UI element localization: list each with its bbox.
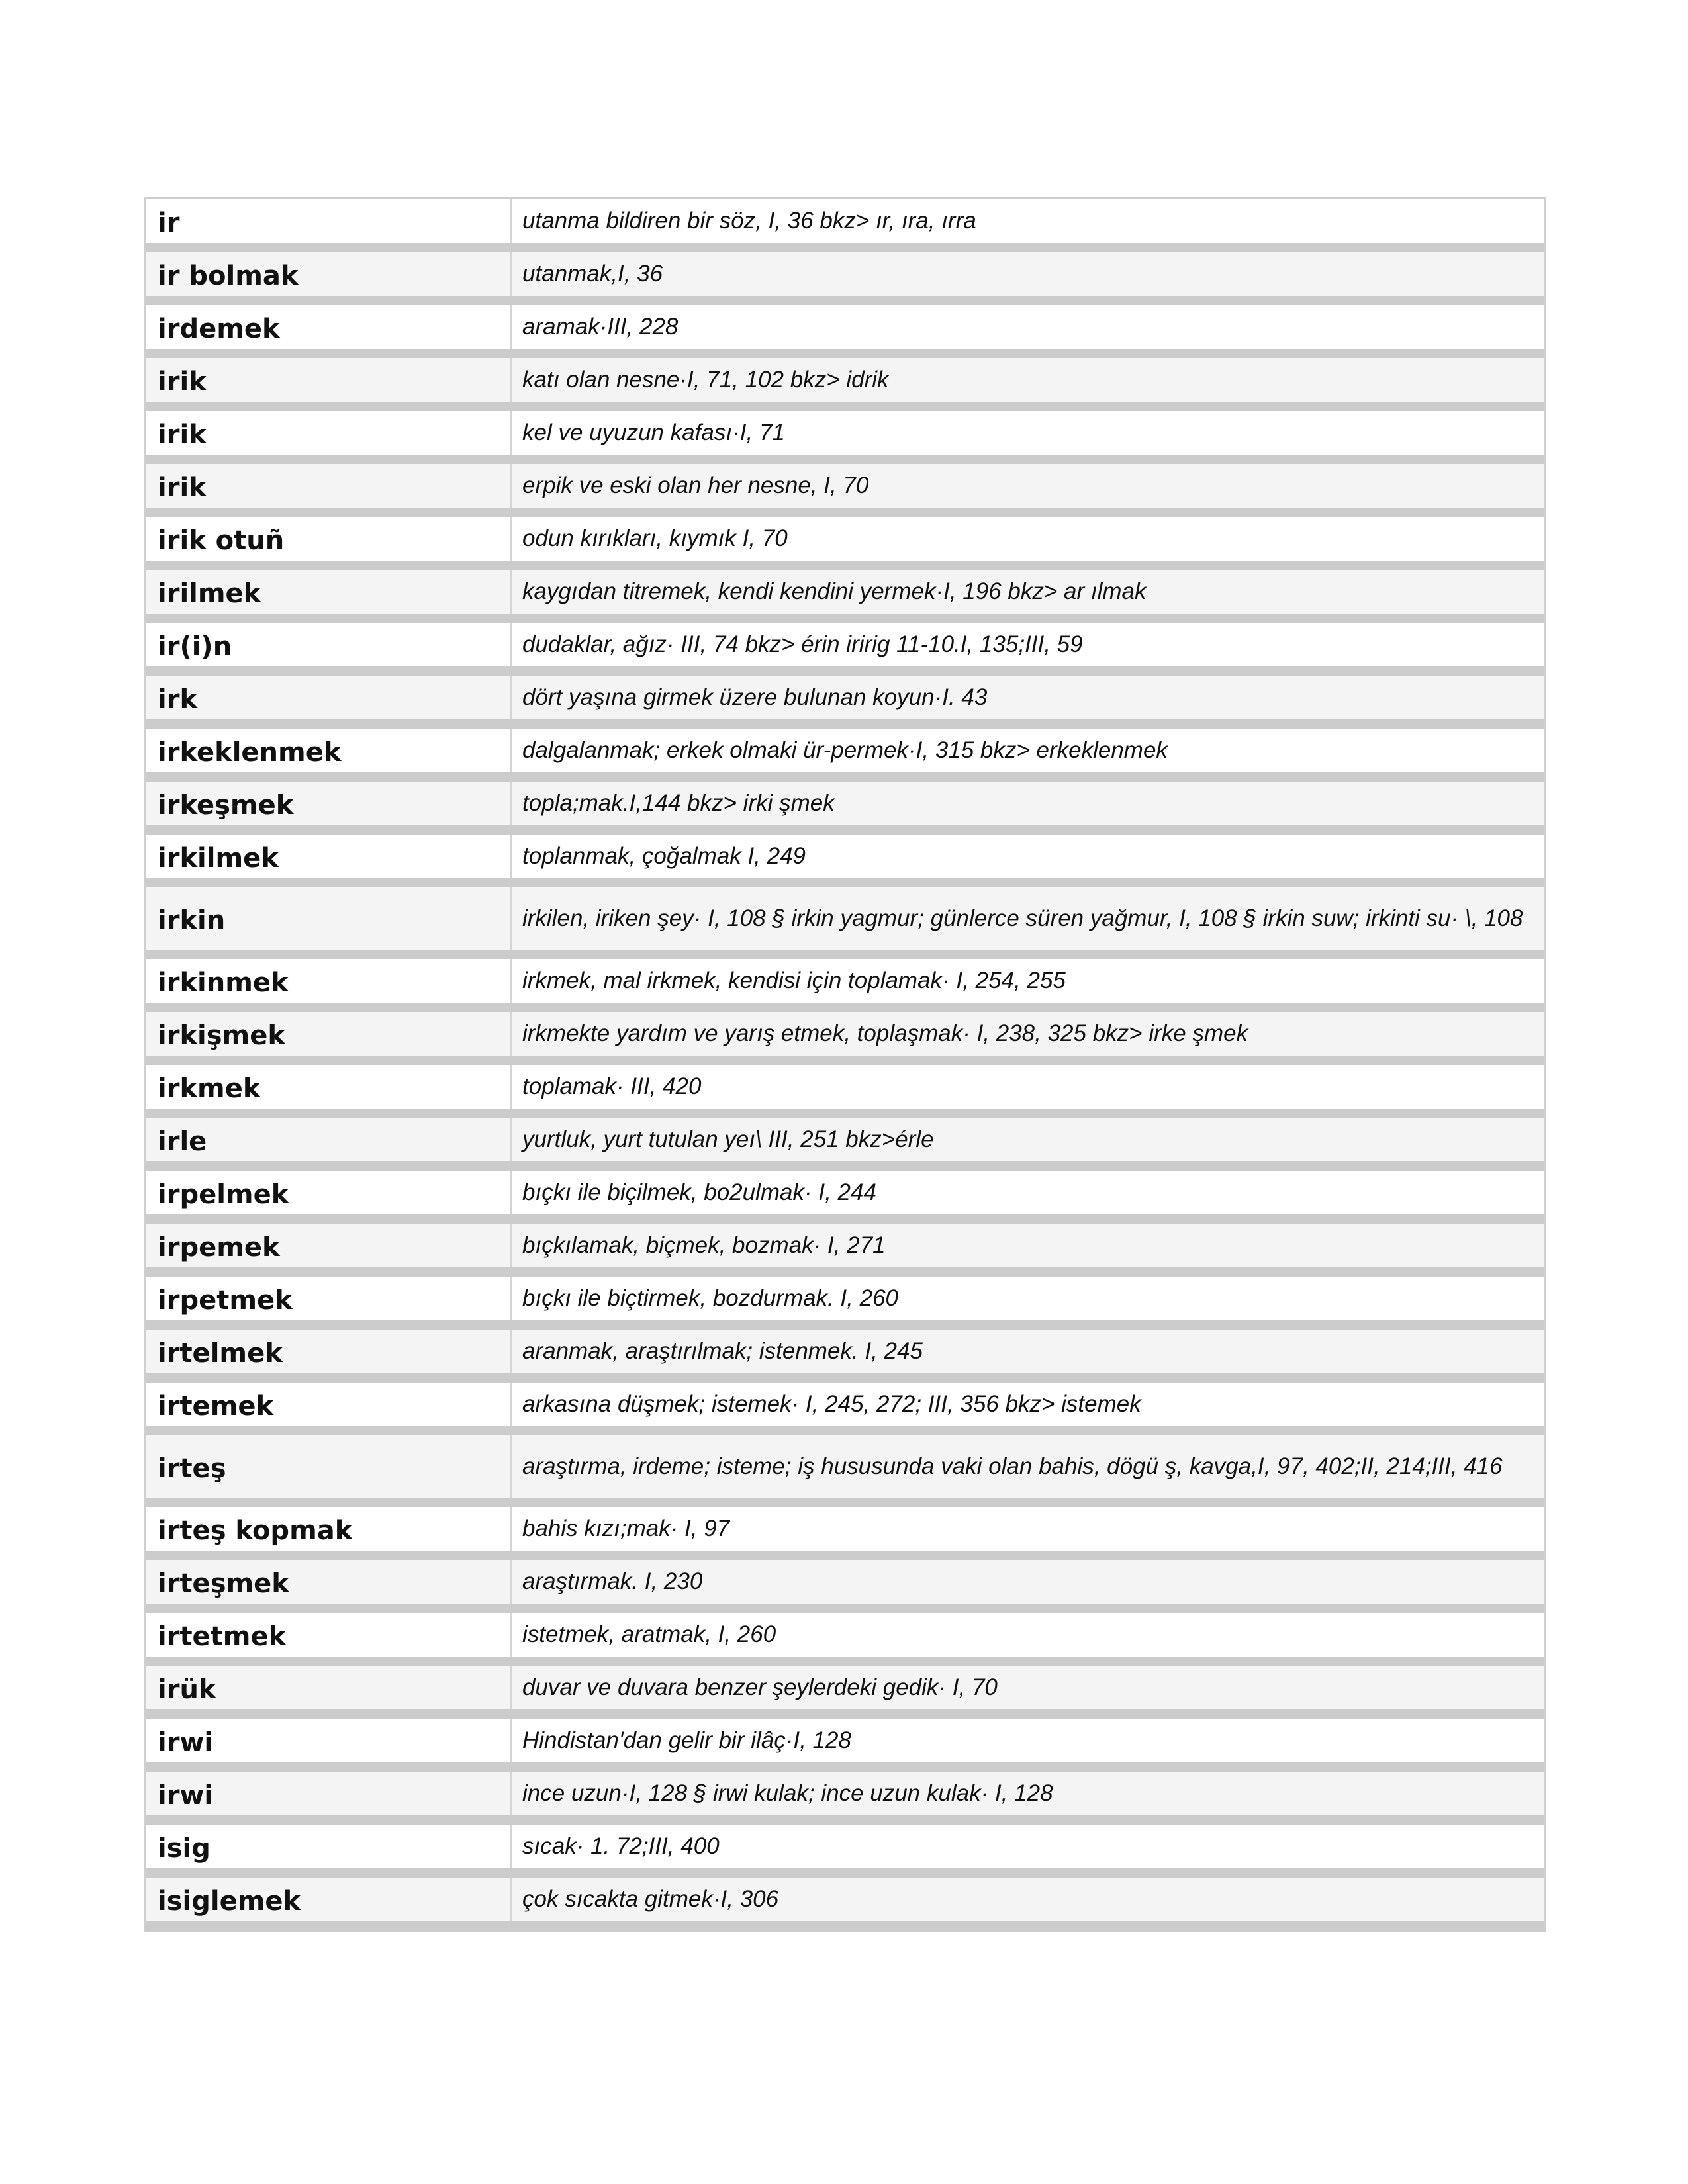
entry-term: irpelmek <box>146 1171 512 1214</box>
table-row <box>146 1435 1544 1507</box>
entry-definition: toplamak· III, 420 <box>512 1065 1544 1109</box>
table-row <box>146 959 1544 1012</box>
entry-term: ir bolmak <box>146 252 512 296</box>
table-row <box>146 1878 1544 1931</box>
entry-definition: istetmek, aratmak, I, 260 <box>512 1613 1544 1657</box>
entry-term: irkmek <box>146 1065 512 1109</box>
entry-definition: ince uzun·I, 128 § irwi kulak; ince uzun kulak· I, 128 <box>512 1772 1544 1815</box>
entry-definition: katı olan nesne·I, 71, 102 bkz> idrik <box>512 358 1544 402</box>
table-row <box>146 1330 1544 1383</box>
entry-definition: erpik ve eski olan her nesne, I, 70 <box>512 464 1544 508</box>
table-row <box>146 1383 1544 1435</box>
entry-term: irpemek <box>146 1224 512 1267</box>
entry-definition: Hindistan'dan gelir bir ilâç·I, 128 <box>512 1719 1544 1762</box>
entry-definition: yurtluk, yurt tutulan yeı\ III, 251 bkz>érle <box>512 1118 1544 1161</box>
table-row <box>146 1666 1544 1719</box>
entry-term: irik <box>146 464 512 508</box>
table-row <box>146 570 1544 623</box>
entry-term: irilmek <box>146 570 512 614</box>
table-row <box>146 1719 1544 1772</box>
entry-term: irteş kopmak <box>146 1507 512 1551</box>
entry-term: irdemek <box>146 305 512 349</box>
entry-definition: toplanmak, çoğalmak I, 249 <box>512 835 1544 878</box>
entry-term: irpetmek <box>146 1277 512 1320</box>
entry-definition: aramak·III, 228 <box>512 305 1544 349</box>
entry-term: irtetmek <box>146 1613 512 1657</box>
entry-definition: sıcak· 1. 72;III, 400 <box>512 1825 1544 1868</box>
table-row <box>146 411 1544 464</box>
entry-definition: odun kırıkları, kıymık I, 70 <box>512 517 1544 561</box>
entry-term: irik otuñ <box>146 517 512 561</box>
entry-definition: utanma bildiren bir söz, I, 36 bkz> ır, ıra, ırra <box>512 199 1544 243</box>
entry-definition: bahis kızı;mak· I, 97 <box>512 1507 1544 1551</box>
table-row <box>146 199 1544 252</box>
table-row <box>146 1065 1544 1118</box>
entry-term: irteşmek <box>146 1560 512 1604</box>
table-row <box>146 1613 1544 1666</box>
table-row <box>146 835 1544 887</box>
table-row <box>146 1012 1544 1065</box>
table-row <box>146 782 1544 835</box>
table-row <box>146 1277 1544 1330</box>
entry-term: irkeşmek <box>146 782 512 825</box>
entry-term: irik <box>146 411 512 455</box>
table-row <box>146 1224 1544 1277</box>
table-row <box>146 887 1544 959</box>
entry-definition: araştırma, irdeme; isteme; iş hususunda vaki olan bahis, dögü ş, kavga,I, 97, 402;II, 214;III, 416 <box>512 1435 1544 1498</box>
entry-definition: dört yaşına girmek üzere bulunan koyun·I. 43 <box>512 676 1544 719</box>
entry-definition: irkmek, mal irkmek, kendisi için toplamak· I, 254, 255 <box>512 959 1544 1003</box>
table-row <box>146 1825 1544 1878</box>
entry-term: irle <box>146 1118 512 1161</box>
table-row <box>146 1560 1544 1613</box>
entry-term: irkişmek <box>146 1012 512 1056</box>
table-row <box>146 676 1544 729</box>
entry-definition: dalgalanmak; erkek olmaki ür-permek·I, 315 bkz> erkeklenmek <box>512 729 1544 772</box>
entry-term: irk <box>146 676 512 719</box>
entry-term: irkin <box>146 887 512 950</box>
entry-term: irük <box>146 1666 512 1709</box>
entry-term: irik <box>146 358 512 402</box>
entry-definition: kel ve uyuzun kafası·I, 71 <box>512 411 1544 455</box>
entry-definition: çok sıcakta gitmek·I, 306 <box>512 1878 1544 1921</box>
entry-term: irteş <box>146 1435 512 1498</box>
entry-term: irkilmek <box>146 835 512 878</box>
entry-definition: araştırmak. I, 230 <box>512 1560 1544 1604</box>
entry-definition: aranmak, araştırılmak; istenmek. I, 245 <box>512 1330 1544 1373</box>
entry-definition: bıçkı ile biçilmek, bo2ulmak· I, 244 <box>512 1171 1544 1214</box>
entry-term: irwi <box>146 1719 512 1762</box>
entry-definition: duvar ve duvara benzer şeylerdeki gedik· I, 70 <box>512 1666 1544 1709</box>
table-row <box>146 1507 1544 1560</box>
entry-definition: utanmak,I, 36 <box>512 252 1544 296</box>
entry-term: irtelmek <box>146 1330 512 1373</box>
entry-term: irwi <box>146 1772 512 1815</box>
table-row <box>146 729 1544 782</box>
entry-definition: irkilen, iriken şey· I, 108 § irkin yagmur; günlerce süren yağmur, I, 108 § irkin suw; irkinti su· \, 108 <box>512 887 1544 950</box>
entry-definition: bıçkılamak, biçmek, bozmak· I, 271 <box>512 1224 1544 1267</box>
entry-definition: dudaklar, ağız· III, 74 bkz> érin iririg 11-10.I, 135;III, 59 <box>512 623 1544 666</box>
entry-term: isiglemek <box>146 1878 512 1921</box>
table-row <box>146 1118 1544 1171</box>
entry-definition: topla;mak.I,144 bkz> irki şmek <box>512 782 1544 825</box>
table-row <box>146 358 1544 411</box>
table-row <box>146 305 1544 358</box>
entry-definition: arkasına düşmek; istemek· I, 245, 272; III, 356 bkz> istemek <box>512 1383 1544 1426</box>
table-row <box>146 517 1544 570</box>
entry-definition: kaygıdan titremek, kendi kendini yermek·I, 196 bkz> ar ılmak <box>512 570 1544 614</box>
entry-term: irkinmek <box>146 959 512 1003</box>
entry-term: isig <box>146 1825 512 1868</box>
entry-term: irtemek <box>146 1383 512 1426</box>
table-row <box>146 252 1544 305</box>
table-row <box>146 623 1544 676</box>
entry-definition: irkmekte yardım ve yarış etmek, toplaşmak· I, 238, 325 bkz> irke şmek <box>512 1012 1544 1056</box>
table-row <box>146 464 1544 517</box>
table-row <box>146 1772 1544 1825</box>
dictionary-table <box>144 197 1546 1932</box>
entry-term: ir(i)n <box>146 623 512 666</box>
entry-term: irkeklenmek <box>146 729 512 772</box>
entry-term: ir <box>146 199 512 243</box>
table-row <box>146 1171 1544 1224</box>
entry-definition: bıçkı ile biçtirmek, bozdurmak. I, 260 <box>512 1277 1544 1320</box>
